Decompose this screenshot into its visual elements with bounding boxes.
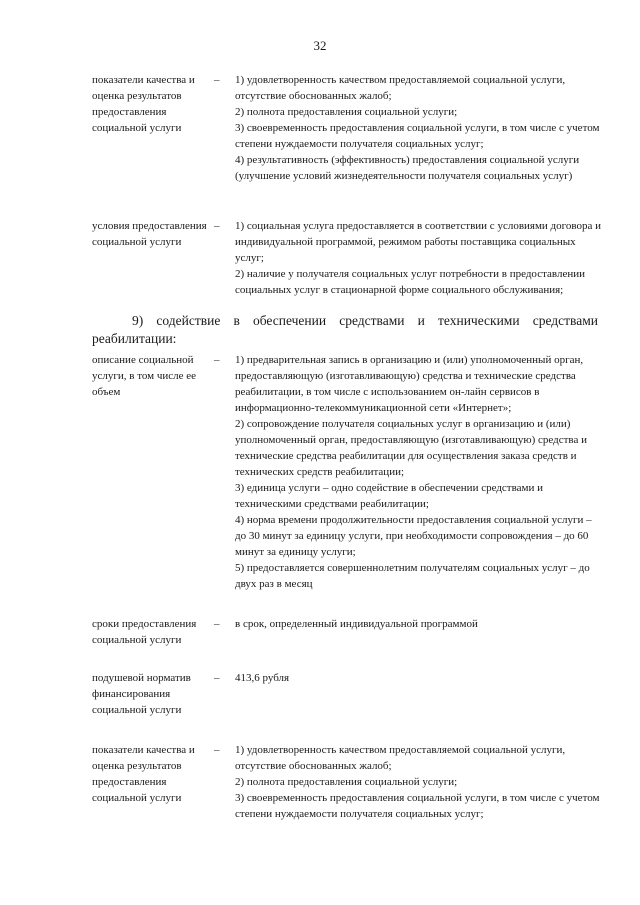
row-dash: – (214, 618, 220, 630)
content-line: 4) норма времени продолжительности предоставления социальной услуги – до 30 минут за единицу услуги, при необходимости сопровождения – до 60 минут за единицу услуги; (235, 514, 592, 558)
row-label: показатели качества и оценка результатов предоставления социальной услуги (92, 744, 195, 804)
row-label: описание социальной услуги, в том числе ее объем (92, 354, 197, 398)
content-line: в срок, определенный индивидуальной программой (235, 618, 478, 630)
row-label: подушевой норматив финансирования социальной услуги (92, 672, 191, 716)
row-content (235, 742, 605, 822)
row-label: сроки предоставления социальной услуги (92, 618, 197, 646)
row-dash: – (214, 220, 220, 232)
content-line: 1) социальная услуга предоставляется в соответствии с условиями договора и индивидуальной программой, режимом работы поставщика социальных услуг; (235, 220, 602, 264)
content-line: 1) удовлетворенность качеством предоставляемой социальной услуги, отсутствие обоснованных жалоб; (235, 74, 566, 102)
row-dash: – (214, 74, 220, 86)
row-content (235, 670, 605, 686)
content-line: 3) своевременность предоставления социальной услуги, в том числе с учетом степени нуждаемости получателя социальных услуг; (235, 122, 600, 150)
row-dash: – (214, 672, 220, 684)
section-heading: 9) содействие в обеспечении средствами и техническими средствами реабилитации: (92, 313, 598, 346)
page-number: 32 (313, 38, 327, 53)
content-line: 3) своевременность предоставления социальной услуги, в том числе с учетом степени нуждаемости получателя социальных услуг; (235, 792, 600, 820)
content-line: 5) предоставляется совершеннолетним получателям социальных услуг – до двух раз в месяц (235, 562, 590, 590)
row-label: показатели качества и оценка результатов предоставления социальной услуги (92, 74, 195, 134)
content-line: 1) удовлетворенность качеством предоставляемой социальной услуги, отсутствие обоснованных жалоб; (235, 744, 566, 772)
row-content (235, 218, 605, 298)
row-label: условия предоставления социальной услуги (92, 220, 207, 248)
content-line: 1) предварительная запись в организацию и (или) уполномоченный орган, предоставляющую (изготавливающую) средства и технические средства реабилитации, в том числе с использованием он-лайн сервисов в информационно-телекоммуникационной сети «Интернет»; (235, 354, 584, 414)
content-line: 2) полнота предоставления социальной услуги; (235, 776, 458, 788)
row-content (235, 72, 605, 184)
content-line: 2) полнота предоставления социальной услуги; (235, 106, 458, 118)
row-content (235, 616, 605, 632)
row-content (235, 352, 605, 592)
content-line: 2) сопровождение получателя социальных услуг в организацию и (или) уполномоченный орган, предоставляющую (изготавливающую) средства и технические средства реабилитации для осуществления заказа средств и технических средств реабилитации; (235, 418, 587, 478)
content-line: 2) наличие у получателя социальных услуг потребности в предоставлении социальных услуг в стационарной форме социального обслуживания; (235, 268, 585, 296)
row-dash: – (214, 354, 220, 366)
content-line: 4) результативность (эффективность) предоставления социальной услуги (улучшение условий жизнедеятельности получателя социальных услуг) (235, 154, 580, 182)
content-line: 413,6 рубля (235, 672, 290, 684)
row-dash: – (214, 744, 220, 756)
content-line: 3) единица услуги – одно содействие в обеспечении средствами и техническими средствами реабилитации; (235, 482, 544, 510)
